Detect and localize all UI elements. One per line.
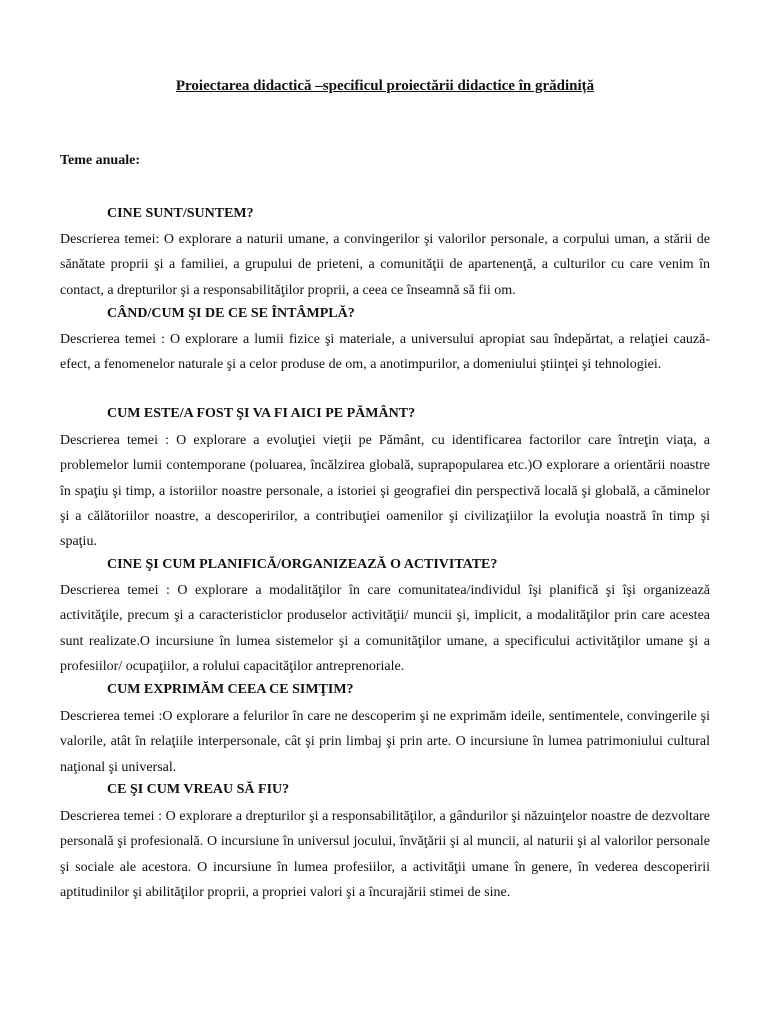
theme-heading-5: CUM EXPRIMĂM CEEA CE SIMŢIM? <box>107 682 354 697</box>
theme-description-5: Descrierea temei :O explorare a felurilor în care ne descoperim şi ne exprimăm ideile, sentimentele, convingerile şi valorile, atât în relaţiile interpersonale, cât şi prin limbaj şi prin arte. O incursiune în lumea patrimoniului cultural naţional şi universal. <box>60 709 710 775</box>
theme-description-1: Descrierea temei: O explorare a naturii umane, a convingerilor şi valorilor personale, a corpului uman, a stării de sănătate proprii şi a familiei, a grupului de prieteni, a comunităţii de apartenenţă, a culturilor cu care venim în contact, a drepturilor şi a responsabilităţilor proprii, a ceea ce înseamnă să fii om. <box>60 232 710 298</box>
theme-heading-2: CÂND/CUM ŞI DE CE SE ÎNTÂMPLĂ? <box>107 306 355 321</box>
theme-description-6: Descrierea temei : O explorare a drepturilor şi a responsabilităţilor, a gândurilor şi năzuinţelor noastre de dezvoltare personală şi profesională. O incursiune în universul jocului, învăţării şi al muncii, al naturii şi al valorilor personale şi sociale ale acestora. O incursiune în lumea profesiilor, a activităţii umane în genere, în vederea descoperirii aptitudinilor şi abilităţilor proprii, a propriei valori şi a încurajării stimei de sine. <box>60 809 710 900</box>
theme-description-3: Descrierea temei : O explorare a evoluţiei vieţii pe Pământ, cu identificarea factorilor care întreţin viaţa, a problemelor lumii contemporane (poluarea, încălzirea globală, suprapopularea etc.)O explorare a orientării noastre în spaţiu şi timp, a istoriilor noastre personale, a istoriei şi geografiei din perspectivă locală şi globală, a căminelor şi a călătoriilor noastre, a descoperirilor, a contribuţiei oamenilor şi civilizaţiilor la evoluţia noastră în timp şi spaţiu. <box>60 433 710 550</box>
theme-heading-1: CINE SUNT/SUNTEM? <box>107 206 254 221</box>
theme-heading-4: CINE ŞI CUM PLANIFICĂ/ORGANIZEAZĂ O ACTIVITATE? <box>107 557 498 572</box>
theme-description-2: Descrierea temei : O explorare a lumii fizice şi materiale, a universului apropiat sau îndepărtat, a relaţiei cauză-efect, a fenomenelor naturale şi a celor produse de om, a anotimpurilor, a domeniului ştiinţei şi tehnologiei. <box>60 332 710 373</box>
theme-heading-6: CE ŞI CUM VREAU SĂ FIU? <box>107 782 290 797</box>
theme-heading-3: CUM ESTE/A FOST ŞI VA FI AICI PE PĂMÂNT? <box>107 406 416 421</box>
annual-themes-label: Teme anuale: <box>60 153 140 168</box>
document-title: Proiectarea didactică –specificul proiectării didactice în grădiniță <box>175 78 595 94</box>
theme-description-4: Descrierea temei : O explorare a modalităţilor în care comunitatea/individul îşi planifică şi îşi organizează activităţile, precum şi a caracteristiclor produselor activităţii/ muncii şi, implicit, a modalităţilor prin care acestea sunt realizate.O incursiune în lumea sistemelor şi a comunităţilor umane, a specificului activităţilor umane şi a profesiilor/ ocupaţiilor, a rolului capacităţilor antreprenoriale. <box>60 583 710 674</box>
